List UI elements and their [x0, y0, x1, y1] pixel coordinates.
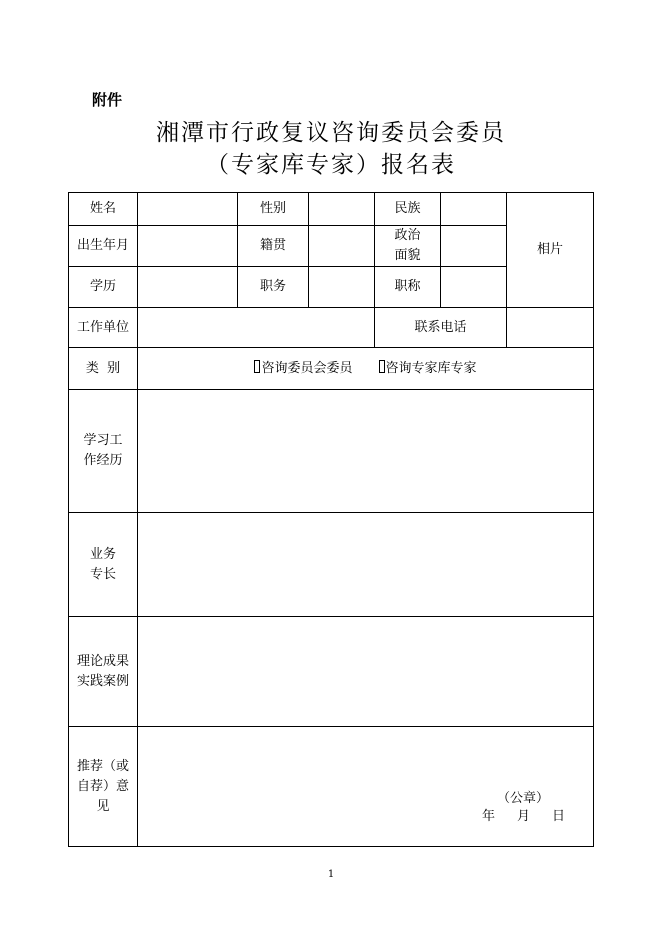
birth-field[interactable]	[138, 226, 238, 267]
expert-pool-checkbox[interactable]	[379, 360, 385, 373]
committee-member-checkbox[interactable]	[254, 360, 260, 373]
experience-field[interactable]	[138, 390, 594, 513]
recommendation-label-line2: 自荐）意	[76, 778, 129, 794]
experience-label	[69, 390, 138, 513]
ethnicity-label: 民族	[375, 193, 441, 226]
day-label: 日	[552, 809, 566, 824]
phone-label: 联系电话	[375, 308, 507, 348]
experience-label-line1: 学习工	[83, 433, 123, 448]
expertise-label-line2: 专长	[89, 566, 116, 582]
gender-label: 性别	[238, 193, 309, 226]
achievements-label-line2: 实践案例	[76, 673, 129, 689]
experience-label-line2: 作经历	[83, 453, 123, 468]
political-status-label	[375, 226, 441, 267]
recommendation-label-line1: 推荐（或	[76, 758, 129, 774]
professional-title-label: 职称	[375, 267, 441, 308]
page-number: 1	[327, 869, 335, 880]
date-line	[482, 807, 565, 827]
birth-label: 出生年月	[69, 226, 138, 267]
name-label: 姓名	[69, 193, 138, 226]
professional-title-field[interactable]	[441, 267, 507, 308]
expertise-label-line1: 业务	[89, 546, 116, 562]
political-status-field[interactable]	[441, 226, 507, 267]
form-title-line2: （专家库专家）报名表	[206, 152, 456, 178]
position-label: 职务	[238, 267, 309, 308]
registration-form-table	[68, 192, 594, 847]
form-title-line1: 湘潭市行政复议咨询委员会委员	[156, 120, 506, 146]
political-status-label-line1: 政治	[394, 228, 421, 243]
work-unit-field[interactable]	[138, 308, 375, 348]
month-label: 月	[517, 809, 531, 824]
phone-field[interactable]	[507, 308, 594, 348]
ethnicity-field[interactable]	[441, 193, 507, 226]
native-place-field[interactable]	[309, 226, 375, 267]
category-label	[69, 348, 138, 390]
attachment-label: 附件	[92, 91, 123, 109]
achievements-label-line1: 理论成果	[76, 653, 129, 669]
year-label: 年	[482, 809, 496, 824]
position-field[interactable]	[309, 267, 375, 308]
native-place-label: 籍贯	[238, 226, 309, 267]
achievements-field[interactable]	[138, 617, 594, 727]
achievements-label	[69, 617, 138, 727]
photo-label: 相片	[536, 242, 563, 257]
work-unit-label: 工作单位	[69, 308, 138, 348]
gender-field[interactable]	[309, 193, 375, 226]
photo-cell[interactable]	[507, 193, 594, 308]
expertise-field[interactable]	[138, 513, 594, 617]
education-label: 学历	[69, 267, 138, 308]
committee-member-option[interactable]: 咨询委员会委员	[261, 360, 353, 376]
category-options	[138, 348, 594, 390]
category-label-text: 类 别	[85, 360, 121, 376]
recommendation-field[interactable]	[138, 727, 594, 847]
education-field[interactable]	[138, 267, 238, 308]
recommendation-label-line3: 见	[96, 798, 110, 814]
political-status-label-line2: 面貌	[394, 248, 421, 263]
name-field[interactable]	[138, 193, 238, 226]
expertise-label	[69, 513, 138, 617]
official-seal-label: （公章）	[497, 791, 550, 806]
recommendation-label	[69, 727, 138, 847]
expert-pool-option[interactable]: 咨询专家库专家	[385, 360, 477, 376]
